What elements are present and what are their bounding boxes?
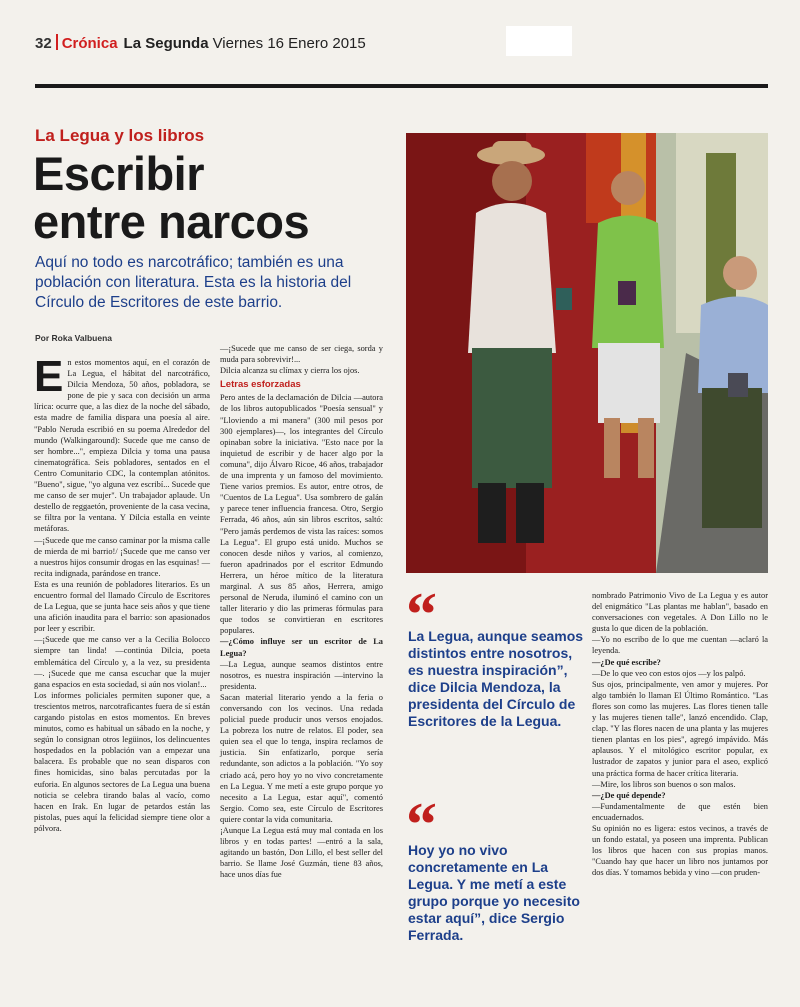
paragraph: Sacan material literario yendo a la feria o conversando con los vecinos. Una redada policial puede producir unos versos enojados. La pobreza los nutre de relatos. El poder, sea quien sea el que lo tenga, inspira reclamos de justicia. Sin enfatizarlo, porque sería redundante, son adictos a la población. "Yo soy criado acá, pero hoy yo no vivo concretamente en La Legua. Y me metí a este grupo porque yo necesito a La Legua, estar aquí", comentó Sergio. Como sea, este Círculo de Escritores quiere contar la vida comunitaria. — [220, 692, 383, 824]
header-divider — [56, 34, 58, 50]
headline-line-1: Escribir — [33, 147, 205, 200]
paragraph: —Fundamentalmente de que estén bien encuadernados. — [592, 801, 768, 822]
pull-quote-2: Hoy yo no vivo concretamente en La Legua. Y me metí a este grupo porque yo necesito estar aquí”, dice Sergio Ferrada. — [408, 842, 580, 943]
header-rule — [35, 84, 768, 88]
section-name: Crónica — [61, 35, 118, 52]
paragraph: —¡Sucede que me canso de ser ciega, sorda y muda para sobrevivir!... — [220, 344, 383, 365]
page-number: 32 — [35, 35, 52, 52]
paragraph: Su opinión no es ligera: estos vecinos, a través de un fondo estatal, ya poseen una imprenta. Publican los libros que hacen con sus propias manos. "Cuando hay que hacer un libro nos juntamos por dos días. Y tomamos bebida y vino —con pruden- — [592, 823, 768, 878]
interview-question: —¿De qué escribe? — [592, 657, 661, 667]
kicker: La Legua y los libros — [35, 126, 205, 145]
headline-line-2: entre narcos — [33, 195, 310, 248]
paragraph: —De lo que veo con estos ojos —y los palpó. — [592, 668, 746, 678]
subheading: Letras esforzadas — [220, 379, 301, 391]
paragraph: —¡Sucede que me canso caminar por la misma calle de mierda de mi barrio!/ ¡Sucede que me canso ver a nuestros hijos consumir drogas en las esquinas! —recita indignada, parándose en trance. — [34, 535, 210, 578]
headline — [33, 147, 393, 248]
paragraph: Pero antes de la declamación de Dilcia —autora de los libros autopublicados "Poesía sensual" y "Lloviendo a mi manera" (300 mil pesos por 300 ejemplares)—, los integrantes del Círculo opinaban sobre la iniciativa. "Esto nace por la inquietud de escribir y de hacer algo por la comuna", dijo Álvaro Ricoe, 46 años, trabajador de una imprenta y un famoso del movimiento. Tiene varios premios. Es autor, entre otros, de "Cuentos de La Legua". Usa sombrero de galán y parece tener influencia francesa. Otro, Sergio Ferrada, 46 años, aún sin libros escritos, saltó: "Pero jamás perdemos de vista las raíces: somos La Legua". El grupo está unido. Muchos se conocen desde niños y varios, al comienzo, fueron apadrinados por el escritor Edmundo Herrera, un héroe mítico de la literatura marginal. A sus 85 años, Herrera, amigo personal de Neruda, iluminó el camino con un taller literario y dio las primeras fórmulas para que todos se convirtieran en escritores populares. — [220, 393, 383, 636]
deck: Aquí no todo es narcotráfico; también es una población con literatura. Esta es la historia del Círculo de Escritores de este barrio. — [35, 254, 352, 311]
paragraph: ¡Aunque La Legua está muy mal contada en los libros y en todas partes! —entró a la sala, agitando un bastón, Don Lillo, el best seller del barrio. Se llame José Guzmán, tiene 83 años, hace unos días fue — [220, 826, 383, 880]
article-column-2 — [220, 343, 383, 881]
blank-label-box — [506, 26, 572, 56]
paragraph: —¡Sucede que me canso ver a la Cecilia Bolocco siempre tan linda! —continúa Dilcia, poeta emblemática del Círculo y, a la vez, su presidenta—. ¡Sucede que me cansa escuchar que la mujer gana espacios en esta sociedad, si aún nos violan!... — [34, 635, 210, 689]
pull-quote-1: La Legua, aunque seamos distintos entre nosotros, es nuestra inspiración”, dice Dilcia Mendoza, la presidenta del Círculo de Escritores de la Legua. — [408, 628, 584, 729]
newspaper-name: La Segunda — [123, 35, 209, 52]
paragraph: —Yo no escribo de lo que me cuentan —aclaró la leyenda. — [592, 635, 768, 656]
issue-date: Viernes 16 Enero 2015 — [212, 35, 366, 52]
article-photo — [406, 133, 768, 573]
paragraph: —Mire, los libros son buenos o son malos. — [592, 779, 736, 789]
paragraph: Los informes policiales permiten suponer que, a trescientos metros, narcotraficantes fuera de sí están cargando pistolas en estos momentos. En breves minutos, como es habitual un sábado en la noche, y según lo consignan otros legüinos, los delincuentes hospedados en la población van a empezar una balacera. Es probable que no sean disparos con fines homicidas, sino balas percutadas por la euforia. En algunos sectores de La Legua una buena noticia se celebra tirando balas al vacío, como hacen en Irak. En lugar de petardos están las pistolas, pues aquí la felicidad siempre tiene olor a pólvora. — [34, 690, 210, 833]
paragraph: Esta es una reunión de pobladores literarios. Es un encuentro formal del llamado Círculo de Escritores de La Legua, que se junta hace seis años y que tiene una afición inaudita para el barrio: son apasionados por leer y escribir. — [34, 579, 210, 634]
paragraph: Dilcia alcanza su clímax y cierra los ojos. — [220, 366, 360, 376]
paragraph: En estos momentos aquí, en el corazón de La Legua, el hábitat del narcotráfico, Dilcia Mendoza, 50 años, pobladora, se pone de pie y saca con decisión un arma lírica: ocurre que, a las diez de la noche del sábado, esta madre de familia dispara una poesía al aire. "Pablo Neruda escribió en su poema Alrededor del mundo (Walkingaround): Sucede que me canso de ser hombre...", empieza Dilcia y toma una pausa cinematográfica. Seis pobladores, sentados en el Centro Comunitario CDC, la contemplan atónitos. "Bueno", sigue, "yo alguna vez escribí... Sucede que me canso de ser mujer". Un trabajador aplaude. Un destello de reggaetón, proveniente de la casa vecina, se filtra por la ventana. Y Dilcia estalla en veinte metáforas. — [34, 352, 210, 534]
drop-cap: E — [34, 352, 64, 401]
page-header — [35, 34, 755, 58]
paragraph: nombrado Patrimonio Vivo de La Legua y es autor del enigmático "Las plantas me hablan", basado en conversaciones con vegetales. A Don Lillo no le gusta lo que dicen de la población. — [592, 591, 768, 634]
paragraph: Sus ojos, principalmente, ven amor y mujeres. Por algo también lo llaman El Último Romántico. "Las flores son como las mujeres. Las flores tienen talle y las mujeres tienen talle", lanzó encendido. Clap, clap. "Y las flores nacen de una planta y las mujeres tienen plantas en los pies", agregó impávido. Más aplausos. Y el mitológico escritor popular, ex lustrador de zapatos y junior para el aseo, explicó una práctica forma de hacer crítica literaria. — [592, 679, 768, 778]
paragraph: —La Legua, aunque seamos distintos entre nosotros, es nuestra inspiración —intervino la presidenta. — [220, 659, 383, 691]
quote-mark-icon: “ — [406, 581, 437, 649]
interview-question: —¿Cómo influye ser un escritor de La Legua? — [220, 637, 383, 658]
article-column-1 — [34, 352, 210, 834]
photo-illustration — [406, 133, 768, 573]
quote-mark-icon: “ — [406, 791, 437, 859]
interview-question: —¿De qué depende? — [592, 790, 666, 800]
byline: Por Roka Valbuena — [35, 333, 112, 343]
article-column-3 — [592, 590, 768, 878]
